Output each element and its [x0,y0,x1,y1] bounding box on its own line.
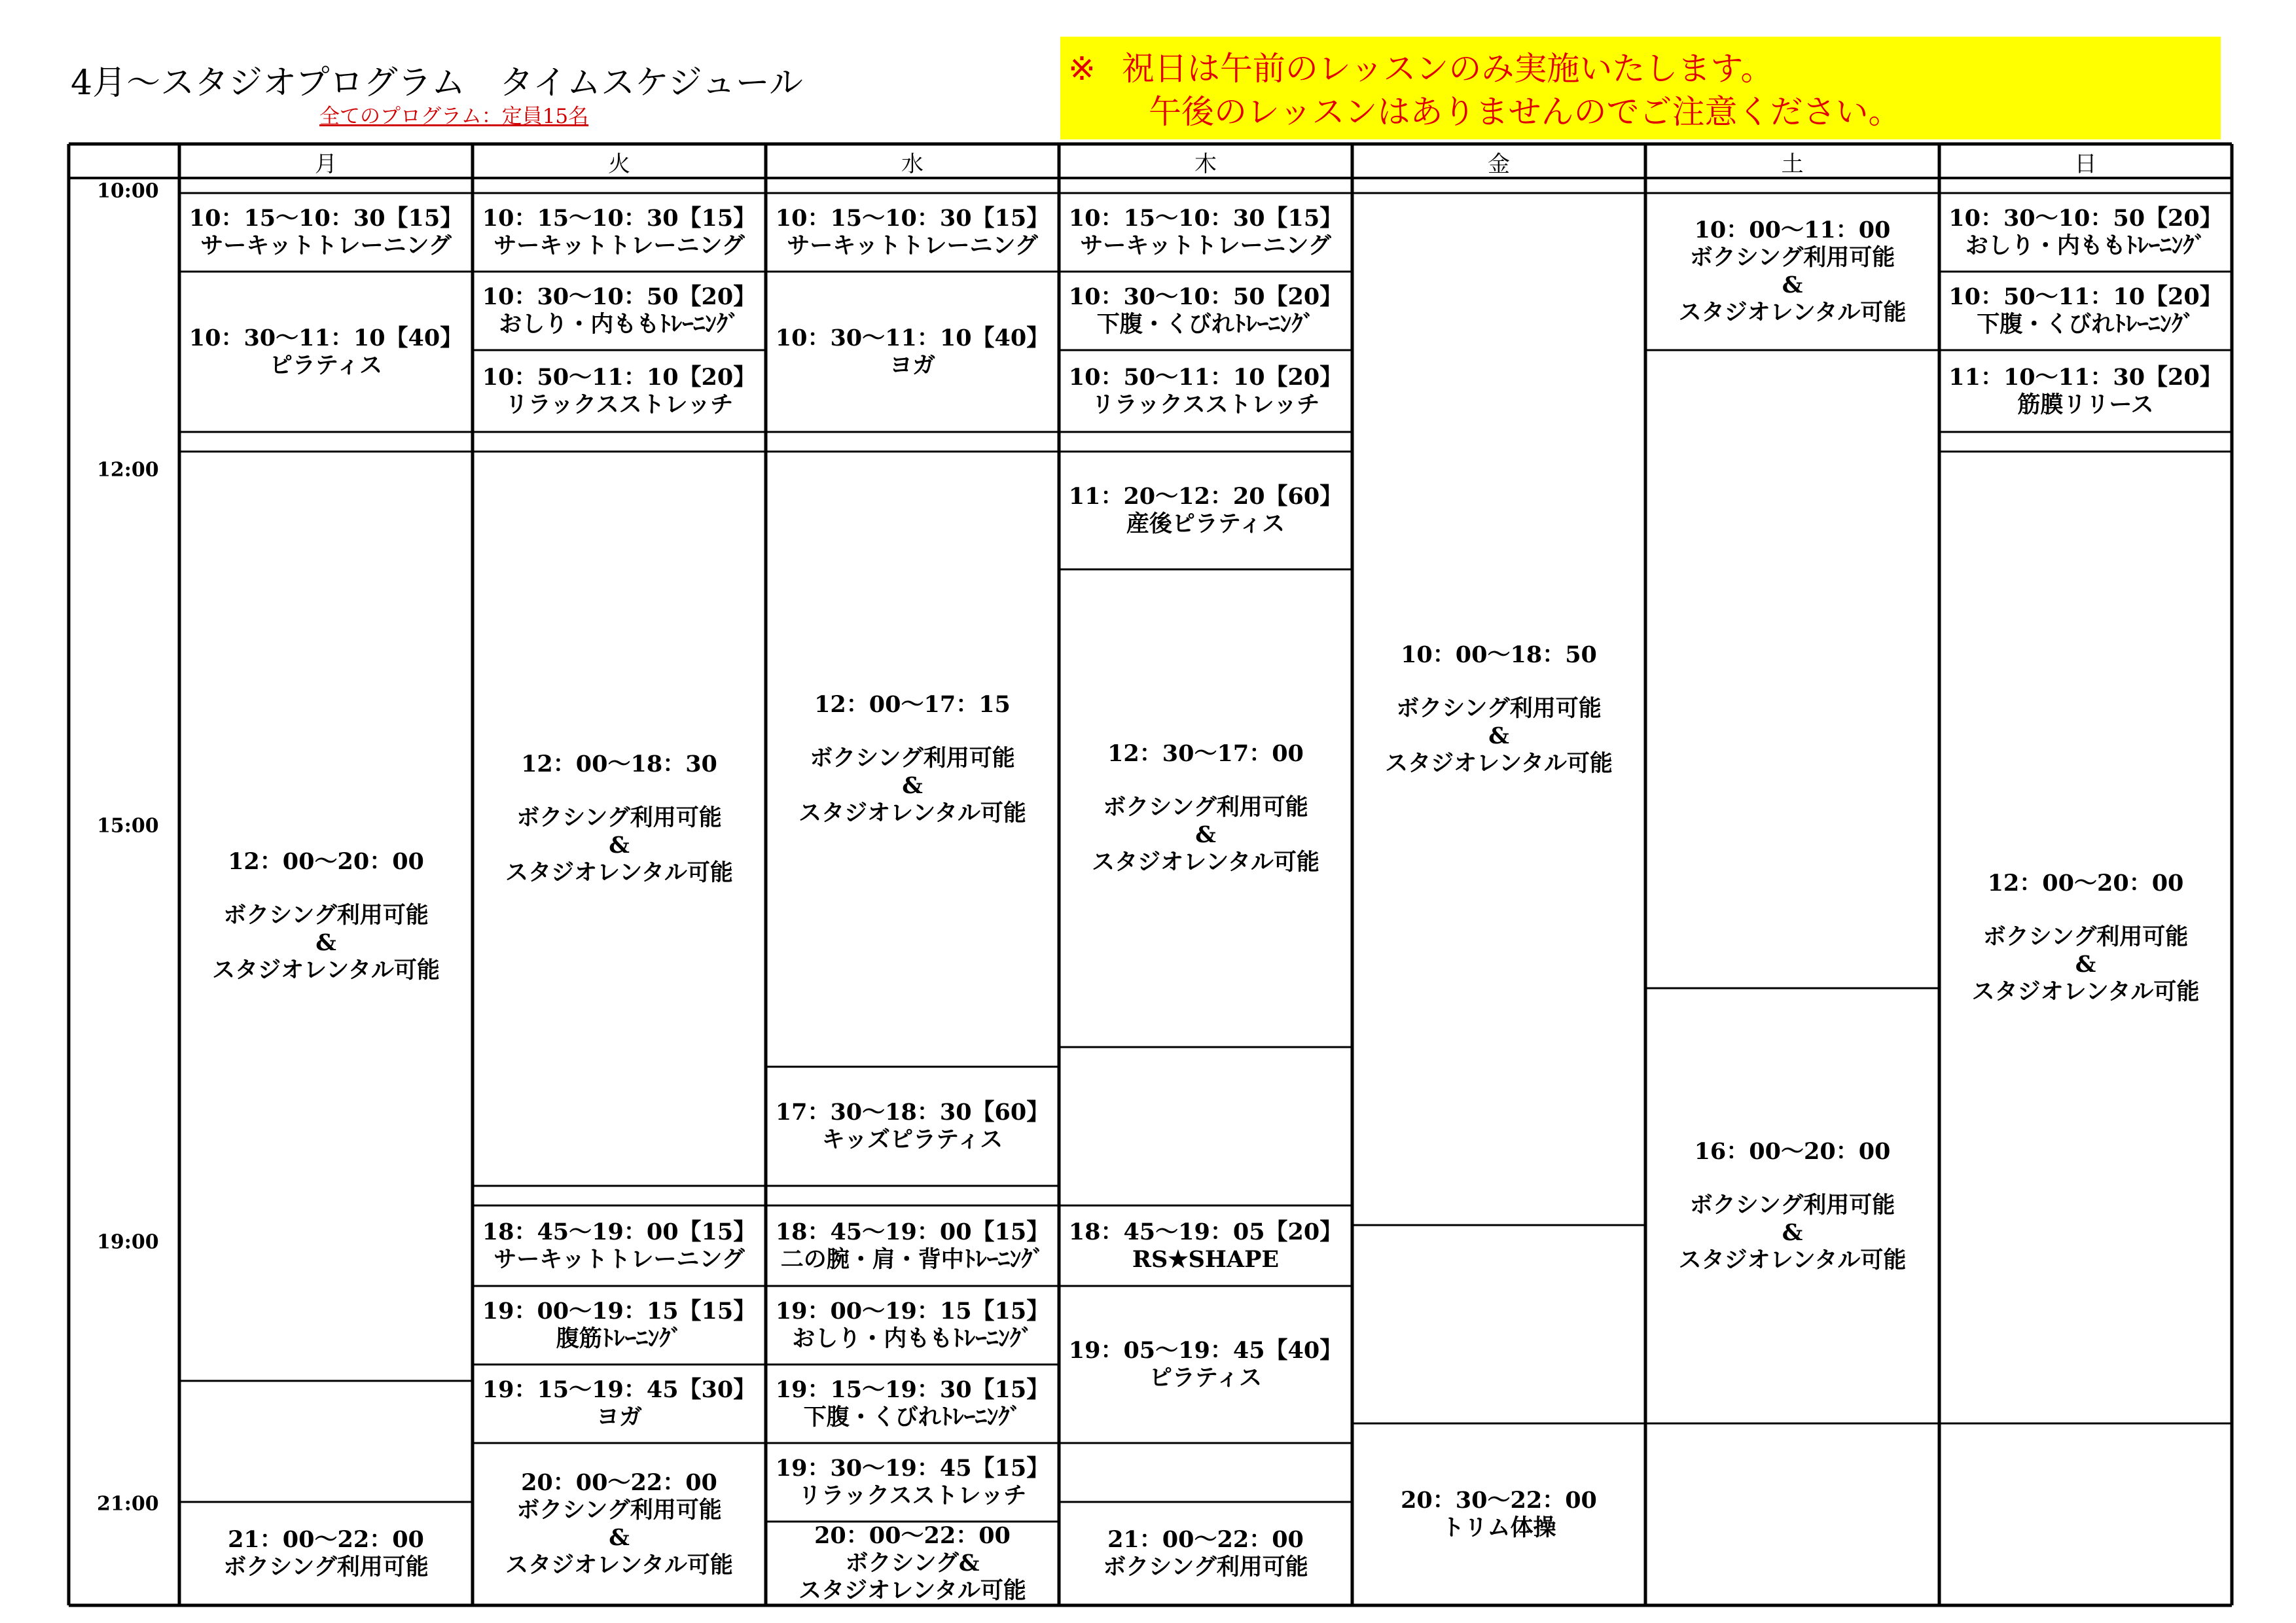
lesson-name: ボクシング& [845,1550,980,1577]
lesson-time: 19：00～19：15【15】 [482,1298,757,1325]
lesson-cell [766,1205,1059,1286]
day-header-mon: 月 [315,151,337,177]
lesson-name: サーキットトレーニング [493,1245,745,1273]
lesson-name: 二の腕・肩・背中ﾄﾚｰﾆﾝｸﾞ [780,1245,1045,1273]
lesson-time: 10：50～11：10【20】 [1948,283,2223,310]
lesson-cell [1645,193,1939,350]
lesson-time: 16：00～20：00 [1694,1137,1891,1165]
lesson-cell [1059,569,1352,1047]
lesson-name: ボクシング利用可能 [810,745,1015,772]
lesson-name-2: スタジオレンタル可能 [1385,749,1613,777]
day-header-sun: 日 [2074,151,2097,177]
lesson-cell [473,1443,766,1605]
lesson-ampersand: & [2075,950,2096,978]
lesson-cell [1352,193,1645,1225]
lesson-time: 10：30～10：50【20】 [482,283,757,310]
lesson-name: おしり・内ももﾄﾚｰﾆﾝｸﾞ [1965,232,2206,259]
lesson-time: 19：30～19：45【15】 [775,1455,1050,1482]
lesson-cell [473,193,766,272]
lesson-name: ボクシング利用可能 [1103,1554,1308,1580]
day-header-tue: 火 [608,151,630,177]
lesson-time: 19：05～19：45【40】 [1068,1337,1343,1364]
lesson-name: ボクシング利用可能 [223,902,429,929]
lesson-name: サーキットトレーニング [1080,232,1331,259]
lesson-time: 20：00～22：00 [814,1522,1011,1549]
lesson-cell [179,272,473,432]
lesson-time: 21：00～22：00 [228,1526,424,1553]
lesson-cell [1059,272,1352,350]
lesson-cell [1059,1205,1352,1286]
lesson-cell [473,1286,766,1364]
lesson-name: ヨガ [596,1404,642,1431]
day-header-fri: 金 [1488,151,1510,177]
lesson-name: 下腹・くびれﾄﾚｰﾆﾝｸﾞ [1977,311,2195,338]
day-header-wed: 水 [901,151,924,177]
lesson-time: 12：30～17：00 [1107,740,1304,767]
lesson-name-2: スタジオレンタル可能 [212,957,440,984]
notice-line-2: 午後のレッスンはありませんのでご注意ください。 [1149,93,1901,131]
lesson-time: 10：30～11：10【40】 [775,324,1050,351]
lesson-cell [473,350,766,432]
day-header-thu: 木 [1194,151,1217,177]
lesson-cell [766,1286,1059,1364]
lesson-time: 18：45～19：00【15】 [775,1218,1050,1245]
time-label: 19:00 [97,1230,159,1254]
lesson-name: ボクシング利用可能 [1982,923,2189,950]
page-title: 4月～スタジオプログラム タイムスケジュール [71,63,803,103]
lesson-cell [1059,452,1352,569]
lesson-cell [1645,988,1939,1423]
lesson-time: 11：10～11：30【20】 [1948,363,2223,391]
lesson-name-2: スタジオレンタル可能 [798,800,1026,827]
lesson-time: 10：30～10：50【20】 [1068,283,1343,310]
lesson-time: 12：00～20：00 [228,848,424,875]
lesson-name: ピラティス [269,351,383,379]
lesson-time: 10：50～11：10【20】 [482,363,757,391]
lesson-cell [766,1067,1059,1186]
lesson-cell [1059,1286,1352,1443]
lesson-time: 12：00～17：15 [814,691,1011,718]
lesson-time: 10：00～11：00 [1694,217,1891,243]
lesson-ampersand: & [609,1524,630,1551]
lesson-name-2: スタジオレンタル可能 [1678,299,1907,326]
lesson-name-2: スタジオレンタル可能 [1678,1246,1907,1274]
lesson-ampersand: & [315,929,336,956]
lesson-name: ボクシング利用可能 [516,804,722,831]
lesson-ampersand: & [1488,722,1509,749]
lesson-name: サーキットトレーニング [493,232,745,259]
lesson-cell [473,1364,766,1443]
lesson-time: 12：00～18：30 [521,751,717,777]
lesson-name: ボクシング利用可能 [1396,694,1602,722]
lesson-cell [179,1502,473,1605]
lesson-name: おしり・内ももﾄﾚｰﾆﾝｸﾞ [499,311,740,338]
lesson-name: ヨガ [889,351,935,379]
lesson-time: 10：15～10：30【15】 [1068,205,1343,232]
lesson-cell [1939,350,2232,432]
lesson-time: 19：15～19：45【30】 [482,1376,757,1403]
lesson-time: 10：50～11：10【20】 [1068,363,1343,391]
lesson-ampersand: & [1195,821,1216,848]
lesson-name: 筋膜リリース [2017,391,2154,418]
lesson-name-2: スタジオレンタル可能 [505,859,733,886]
lesson-ampersand: & [902,772,923,799]
lesson-time: 17：30～18：30【60】 [775,1099,1050,1126]
lesson-cell [766,193,1059,272]
lesson-name: ボクシング利用可能 [1689,244,1895,271]
lesson-time: 10：15～10：30【15】 [188,205,463,232]
lesson-time: 10：15～10：30【15】 [482,205,757,232]
lesson-name: 下腹・くびれﾄﾚｰﾆﾝｸﾞ [803,1404,1022,1431]
lesson-name: サーキットトレーニング [787,232,1038,259]
lesson-name: 腹筋ﾄﾚｰﾆﾝｸﾞ [556,1325,683,1352]
lesson-cell [473,272,766,350]
lesson-ampersand: & [1782,1219,1803,1246]
lesson-name: ボクシング利用可能 [1103,794,1308,821]
lesson-name-2: スタジオレンタル可能 [505,1552,733,1578]
lesson-cell [1059,1502,1352,1605]
lesson-cell [766,1522,1059,1605]
lesson-cell [766,452,1059,1067]
lesson-time: 10：30～10：50【20】 [1948,205,2223,232]
lesson-cell [1939,272,2232,350]
notice-text-1: 祝日は午前のレッスンのみ実施いたします。 [1121,50,1774,88]
lesson-name: ボクシング利用可能 [516,1497,722,1524]
lesson-cell [179,452,473,1381]
lesson-cell [473,452,766,1186]
lesson-time: 18：45～19：00【15】 [482,1218,757,1245]
lesson-name: 下腹・くびれﾄﾚｰﾆﾝｸﾞ [1096,311,1315,338]
lesson-name: リラックスストレッチ [505,391,734,418]
lesson-time: 21：00～22：00 [1107,1526,1304,1553]
lesson-time: 19：00～19：15【15】 [775,1298,1050,1325]
lesson-name: おしり・内ももﾄﾚｰﾆﾝｸﾞ [792,1325,1033,1352]
lesson-cell [766,1364,1059,1443]
lesson-cell [1939,452,2232,1423]
lesson-time: 18：45～19：05【20】 [1068,1218,1343,1245]
time-label: 10:00 [97,179,159,203]
lesson-time: 10：30～11：10【40】 [188,324,463,351]
capacity-note: 全てのプログラム：定員15名 [319,105,589,128]
lesson-cell [1939,193,2232,272]
time-label: 12:00 [97,458,159,482]
lesson-name-2: スタジオレンタル可能 [798,1577,1026,1604]
lesson-name: キッズピラティス [821,1126,1003,1153]
lesson-time: 11：20～12：20【60】 [1068,483,1343,510]
lesson-name: ピラティス [1149,1364,1263,1391]
lesson-time: 19：15～19：30【15】 [775,1376,1050,1403]
lesson-cell [1352,1423,1645,1605]
notice-mark: ※ [1068,50,1096,88]
lesson-time: 12：00～20：00 [1987,869,2184,897]
lesson-time: 10：00～18：50 [1401,641,1597,668]
lesson-time: 10：15～10：30【15】 [775,205,1050,232]
lesson-cell [1059,350,1352,432]
time-label: 21:00 [97,1492,159,1516]
day-header-sat: 土 [1781,151,1804,177]
lesson-name-2: スタジオレンタル可能 [1092,849,1319,876]
lesson-name: リラックスストレッチ [798,1482,1027,1509]
lesson-time: 20：00～22：00 [521,1469,717,1496]
lesson-ampersand: & [1782,272,1803,298]
lesson-name: ボクシング利用可能 [1689,1191,1895,1219]
lesson-cell [473,1205,766,1286]
lesson-cell [766,272,1059,432]
lesson-cell [766,1443,1059,1522]
lesson-name: リラックスストレッチ [1091,391,1320,418]
lesson-name: ボクシング利用可能 [223,1554,429,1580]
lesson-ampersand: & [609,832,630,859]
time-label: 15:00 [97,814,159,838]
lesson-cell [1059,193,1352,272]
lesson-name: サーキットトレーニング [200,232,452,259]
lesson-name-2: スタジオレンタル可能 [1971,978,2200,1005]
lesson-name: RS★SHAPE [1132,1245,1280,1273]
lesson-name: トリム体操 [1441,1514,1556,1541]
lesson-time: 20：30～22：00 [1401,1487,1597,1514]
lesson-name: 産後ピラティス [1126,510,1285,537]
lesson-cell [179,193,473,272]
